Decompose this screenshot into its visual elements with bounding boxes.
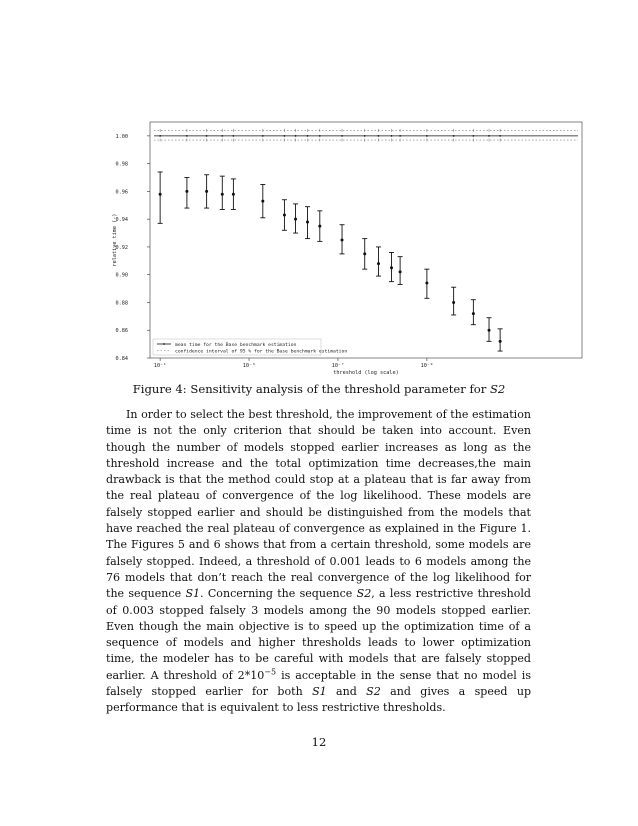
base-mean-marker xyxy=(399,135,401,137)
base-mean-marker xyxy=(426,135,428,137)
x-axis-label: threshold (log scale) xyxy=(333,370,399,376)
caption-symbol: S2 xyxy=(489,382,506,396)
base-mean-marker xyxy=(284,135,286,137)
y-tick-label: 0.86 xyxy=(115,328,128,335)
y-tick-label: 0.94 xyxy=(115,217,128,224)
base-mean-marker xyxy=(159,135,161,137)
figure-caption xyxy=(0,382,638,396)
base-mean-marker xyxy=(378,135,380,137)
base-mean-marker xyxy=(206,135,208,137)
y-tick-label: 0.96 xyxy=(115,189,128,196)
y-tick-label: 0.92 xyxy=(115,244,128,251)
data-point xyxy=(306,220,309,223)
paragraph-text: is acceptable in the sense that no model is falsely stopped earlier for both xyxy=(106,668,531,699)
paragraph-math: S2 xyxy=(366,685,381,699)
base-mean-marker xyxy=(488,135,490,137)
base-mean-marker xyxy=(307,135,309,137)
paragraph-math: S2 xyxy=(356,587,372,601)
data-point xyxy=(499,340,502,343)
data-point xyxy=(472,312,475,315)
data-point xyxy=(185,190,188,193)
sensitivity-chart xyxy=(104,118,594,380)
data-point xyxy=(377,262,380,265)
y-tick-label: 0.98 xyxy=(115,161,128,168)
y-tick-label: 1.00 xyxy=(115,133,128,140)
base-mean-marker xyxy=(262,135,264,137)
x-tick-label: 10⁻¹ xyxy=(153,363,167,369)
data-point xyxy=(159,193,162,196)
data-point xyxy=(318,225,321,228)
plot-frame xyxy=(150,122,582,358)
paragraph-math: S1 xyxy=(185,587,201,601)
x-tick-label: 10⁻³ xyxy=(242,363,256,369)
data-point xyxy=(294,218,297,221)
paragraph-text: and gives a speed up performance that is equivalent to less restrictive thresholds. xyxy=(106,685,532,715)
data-point xyxy=(261,200,264,203)
data-point xyxy=(232,193,235,196)
base-mean-marker xyxy=(391,135,393,137)
base-mean-marker xyxy=(232,135,234,137)
data-point xyxy=(363,252,366,255)
legend-mean-marker xyxy=(163,343,165,345)
base-mean-marker xyxy=(295,135,297,137)
paragraph-math: S1 xyxy=(312,685,327,699)
data-point xyxy=(390,266,393,269)
x-tick-label: 10⁻⁷ xyxy=(331,363,345,369)
data-point xyxy=(488,329,491,332)
base-mean-marker xyxy=(453,135,455,137)
base-mean-marker xyxy=(341,135,343,137)
caption-text: Figure 4: Sensitivity analysis of the threshold parameter for xyxy=(132,382,490,396)
data-point xyxy=(452,301,455,304)
paragraph-text: , a less restrictive threshold of 0.003 stopped falsely 3 models among the 90 models stopped earlier. Even though the main objective is to speed up the optimization time of a sequence of models and higher thresholds leads to lower optimization time, the modeler has to be careful with models that are falsely stopped earlier. A threshold of 2*10 xyxy=(106,587,531,682)
y-tick-label: 0.84 xyxy=(115,356,128,362)
base-mean-marker xyxy=(499,135,501,137)
body-paragraph xyxy=(106,407,531,717)
paragraph-text: In order to select the best threshold, the improvement of the estimation time is not the only criterion that should be taken into account. Even though the number of models stopped earlier increases as long as the threshold increase and the total optimization time decreases,the main drawback is that the method could stop at a plateau that is far away from the real plateau of convergence of the log likelihood. These models are falsely stopped earlier and should be distinguished from the models that have reached the real plateau of convergence as explained in the Figure 1. The Figures 5 and 6 shows that from a certain threshold, some models are falsely stopped. Indeed, a threshold of 0.001 leads to 6 models among the 76 models that don’t reach the real convergence of the log likelihood for the sequence xyxy=(106,408,531,601)
paragraph-text: . Concerning the sequence xyxy=(200,587,357,601)
paragraph-sup: −5 xyxy=(264,667,277,677)
base-mean-marker xyxy=(221,135,223,137)
base-mean-marker xyxy=(364,135,366,137)
y-tick-label: 0.90 xyxy=(115,272,128,279)
data-point xyxy=(341,239,344,242)
data-point xyxy=(399,270,402,273)
page-number: 12 xyxy=(311,735,327,749)
x-tick-label: 10⁻⁹ xyxy=(420,363,434,369)
y-axis-label: relative time (-) xyxy=(112,213,118,267)
base-mean-marker xyxy=(319,135,321,137)
legend-ci-label: confidence interval of 95 % for the Base benchmark estimation xyxy=(175,349,348,355)
paragraph-text: and xyxy=(326,685,367,699)
base-mean-marker xyxy=(186,135,188,137)
base-mean-marker xyxy=(472,135,474,137)
data-point xyxy=(425,282,428,285)
data-point xyxy=(221,193,224,196)
legend-mean-label: mean time for the Base benchmark estimation xyxy=(175,343,297,348)
y-tick-label: 0.88 xyxy=(115,300,128,307)
data-point xyxy=(205,190,208,193)
data-point xyxy=(283,214,286,217)
